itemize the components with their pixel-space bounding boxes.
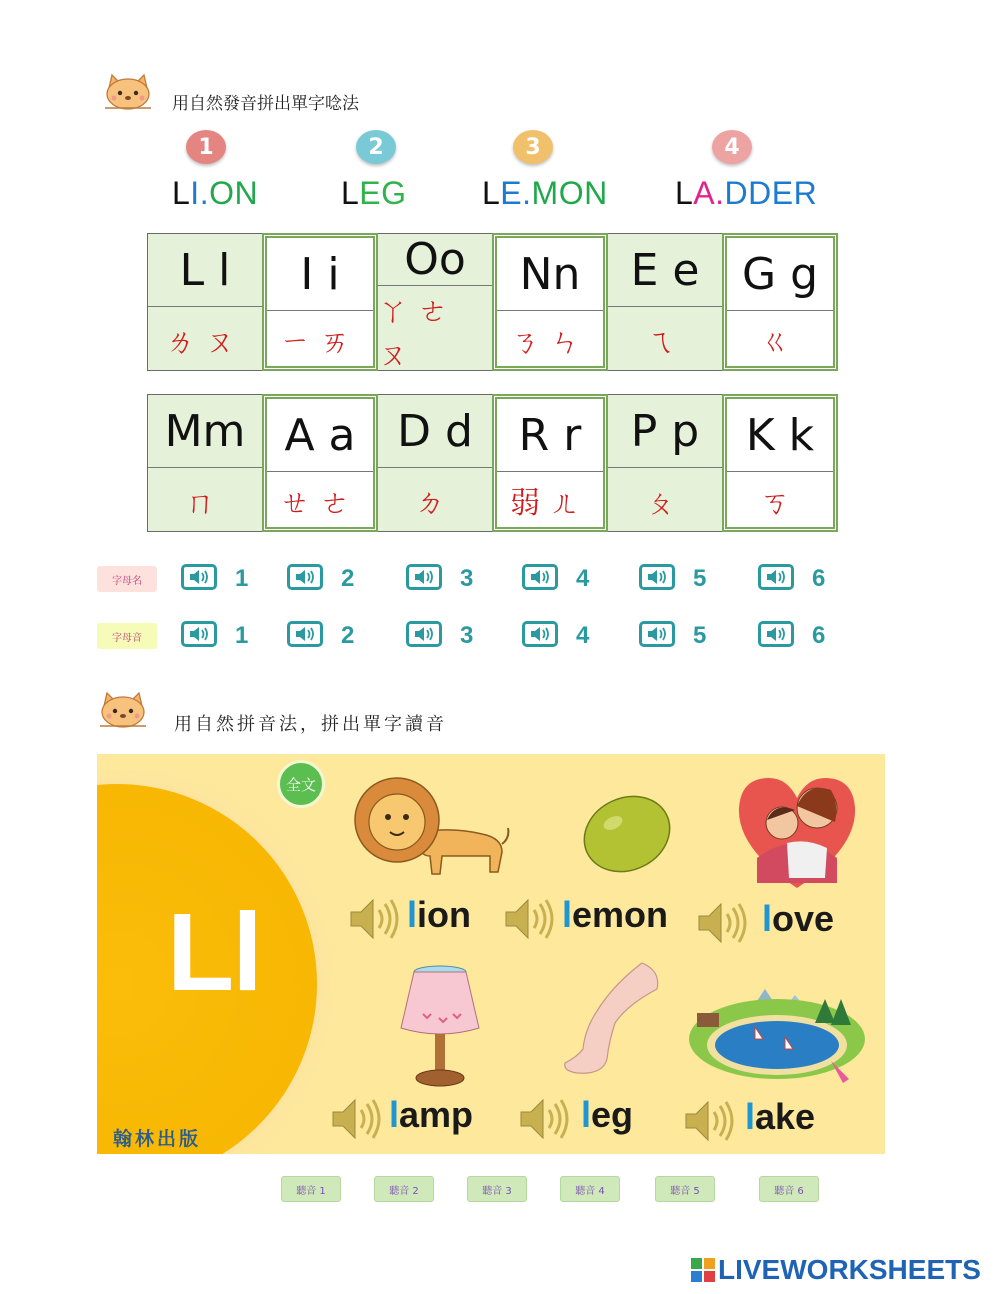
grid2-cell-2 bbox=[262, 394, 378, 532]
speaker-button-1-3[interactable] bbox=[406, 564, 442, 590]
letter-pair: K k bbox=[727, 399, 833, 472]
speaker-button-1-2[interactable] bbox=[287, 564, 323, 590]
word-speaker-button-5[interactable] bbox=[517, 1096, 573, 1146]
zhuyin-sound: ㄆ bbox=[645, 485, 685, 521]
listen-button-1[interactable]: 聽音 1 bbox=[281, 1176, 341, 1202]
speaker-icon bbox=[293, 568, 317, 586]
letter-pair: Mm bbox=[148, 395, 262, 468]
section-title-phonics: 用自然拼音法，拼出單字讀音 bbox=[174, 714, 447, 735]
speaker-icon bbox=[695, 900, 751, 946]
letter-pair: L l bbox=[148, 234, 262, 307]
letter-pair: A a bbox=[267, 399, 373, 472]
speaker-button-2-4[interactable] bbox=[522, 621, 558, 647]
cat-face-icon bbox=[103, 72, 153, 112]
word-speaker-button-6[interactable] bbox=[682, 1098, 738, 1148]
speaker-number: 4 bbox=[576, 565, 590, 592]
speaker-number: 3 bbox=[460, 565, 474, 592]
grid1-cell-6 bbox=[722, 233, 838, 371]
letter-grid-2 bbox=[147, 394, 837, 532]
listen-button-4[interactable]: 聽音 4 bbox=[560, 1176, 620, 1202]
big-letter: Ll bbox=[167, 891, 261, 1014]
picture-word-1: lion bbox=[407, 894, 471, 935]
letter-pair: R r bbox=[497, 399, 603, 472]
grid1-cell-3 bbox=[377, 233, 493, 371]
number-badge-3: 3 bbox=[513, 130, 553, 164]
speaker-button-2-1[interactable] bbox=[181, 621, 217, 647]
speaker-number: 6 bbox=[812, 622, 826, 649]
lake-picture bbox=[685, 979, 865, 1094]
speaker-icon bbox=[645, 568, 669, 586]
grid1-cell-4 bbox=[492, 233, 608, 371]
word-speaker-button-3[interactable] bbox=[695, 900, 751, 950]
letter-pair: G g bbox=[727, 238, 833, 311]
number-badge-1: 1 bbox=[186, 130, 226, 164]
grid2-cell-6 bbox=[722, 394, 838, 532]
speaker-button-1-4[interactable] bbox=[522, 564, 558, 590]
speaker-icon bbox=[187, 625, 211, 643]
grid1-cell-1 bbox=[147, 233, 263, 371]
grid1-cell-5 bbox=[607, 233, 723, 371]
speaker-icon bbox=[412, 625, 436, 643]
zhuyin-sound: ㄌㄡ bbox=[165, 324, 245, 360]
speaker-number: 5 bbox=[693, 565, 707, 592]
letter-pair: E e bbox=[608, 234, 722, 307]
spelled-word-2: LEG bbox=[341, 175, 407, 211]
speaker-number: 1 bbox=[235, 565, 249, 592]
speaker-button-1-1[interactable] bbox=[181, 564, 217, 590]
zhuyin-sound: ㄎ bbox=[760, 485, 800, 521]
speaker-number: 3 bbox=[460, 622, 474, 649]
speaker-button-2-2[interactable] bbox=[287, 621, 323, 647]
speaker-icon bbox=[347, 896, 403, 942]
letter-pair: Oo bbox=[378, 234, 492, 286]
zhuyin-sound: ㄇ bbox=[185, 485, 225, 521]
speaker-icon bbox=[528, 625, 552, 643]
play-all-button[interactable]: 全文 bbox=[277, 760, 325, 808]
picture-word-2: lemon bbox=[562, 894, 669, 935]
letter-pair: I i bbox=[267, 238, 373, 311]
listen-button-3[interactable]: 聽音 3 bbox=[467, 1176, 527, 1202]
speaker-icon bbox=[528, 568, 552, 586]
speaker-icon bbox=[502, 896, 558, 942]
speaker-icon bbox=[293, 625, 317, 643]
letter-pair: P p bbox=[608, 395, 722, 468]
picture-word-5: leg bbox=[581, 1094, 634, 1135]
grid2-cell-1 bbox=[147, 394, 263, 532]
lamp-picture bbox=[395, 964, 485, 1089]
word-speaker-button-4[interactable] bbox=[329, 1096, 385, 1146]
logo-blocks-icon bbox=[690, 1257, 716, 1283]
zhuyin-sound: ㄉ bbox=[415, 485, 455, 521]
speaker-number: 5 bbox=[693, 622, 707, 649]
spelled-word-3: LE.MON bbox=[482, 175, 608, 211]
speaker-button-2-3[interactable] bbox=[406, 621, 442, 647]
listen-button-6[interactable]: 聽音 6 bbox=[759, 1176, 819, 1202]
speaker-icon bbox=[764, 625, 788, 643]
letter-pair: Nn bbox=[497, 238, 603, 311]
zhuyin-sound: ㄋㄣ bbox=[510, 324, 590, 360]
zhuyin-sound: ㄧㄞ bbox=[280, 324, 360, 360]
number-badge-2: 2 bbox=[356, 130, 396, 164]
lemon-picture bbox=[577, 789, 677, 879]
speaker-icon bbox=[764, 568, 788, 586]
zhuyin-sound: ㄟ bbox=[645, 324, 685, 360]
spelled-word-4: LA.DDER bbox=[675, 175, 818, 211]
liveworksheets-logo bbox=[690, 1254, 981, 1286]
lion-picture bbox=[352, 772, 512, 882]
picture-word-4: lamp bbox=[389, 1094, 474, 1135]
speaker-number: 1 bbox=[235, 622, 249, 649]
row-label-1: 字母名 bbox=[97, 566, 157, 592]
speaker-icon bbox=[645, 625, 669, 643]
zhuyin-sound: ㄚㄜㄡ bbox=[378, 294, 458, 373]
picture-word-6: lake bbox=[745, 1096, 816, 1137]
listen-button-2[interactable]: 聽音 2 bbox=[374, 1176, 434, 1202]
grid1-cell-2 bbox=[262, 233, 378, 371]
speaker-button-2-6[interactable] bbox=[758, 621, 794, 647]
letter-pair: D d bbox=[378, 395, 492, 468]
publisher-label: 翰林出版 bbox=[113, 1128, 202, 1150]
speaker-button-1-6[interactable] bbox=[758, 564, 794, 590]
speaker-icon bbox=[412, 568, 436, 586]
word-speaker-button-2[interactable] bbox=[502, 896, 558, 946]
speaker-button-1-5[interactable] bbox=[639, 564, 675, 590]
zhuyin-sound: ㄝㄜ bbox=[280, 485, 360, 521]
word-speaker-button-1[interactable] bbox=[347, 896, 403, 946]
speaker-icon bbox=[682, 1098, 738, 1144]
leg-picture bbox=[557, 959, 667, 1079]
grid2-cell-3 bbox=[377, 394, 493, 532]
phonics-picture-panel bbox=[97, 754, 885, 1154]
speaker-icon bbox=[329, 1096, 385, 1142]
speaker-number: 2 bbox=[341, 565, 355, 592]
picture-word-3: love bbox=[762, 898, 835, 939]
number-badge-4: 4 bbox=[712, 130, 752, 164]
speaker-number: 4 bbox=[576, 622, 590, 649]
zhuyin-sound: ㄍ bbox=[760, 324, 800, 360]
speaker-number: 2 bbox=[341, 622, 355, 649]
grid2-cell-5 bbox=[607, 394, 723, 532]
love-picture bbox=[727, 768, 867, 898]
speaker-icon bbox=[187, 568, 211, 586]
logo-text: LIVEWORKSHEETS bbox=[718, 1254, 981, 1285]
speaker-button-2-5[interactable] bbox=[639, 621, 675, 647]
listen-button-5[interactable]: 聽音 5 bbox=[655, 1176, 715, 1202]
row-label-2: 字母音 bbox=[97, 623, 157, 649]
letter-grid-1 bbox=[147, 233, 837, 371]
speaker-number: 6 bbox=[812, 565, 826, 592]
section-title-spell: 用自然發音拼出單字唸法 bbox=[172, 94, 359, 114]
grid2-cell-4 bbox=[492, 394, 608, 532]
speaker-icon bbox=[517, 1096, 573, 1142]
zhuyin-sound: 弱ㄦ bbox=[510, 485, 590, 521]
spelled-word-1: LI.ON bbox=[172, 175, 259, 211]
cat-face-icon bbox=[98, 690, 148, 730]
